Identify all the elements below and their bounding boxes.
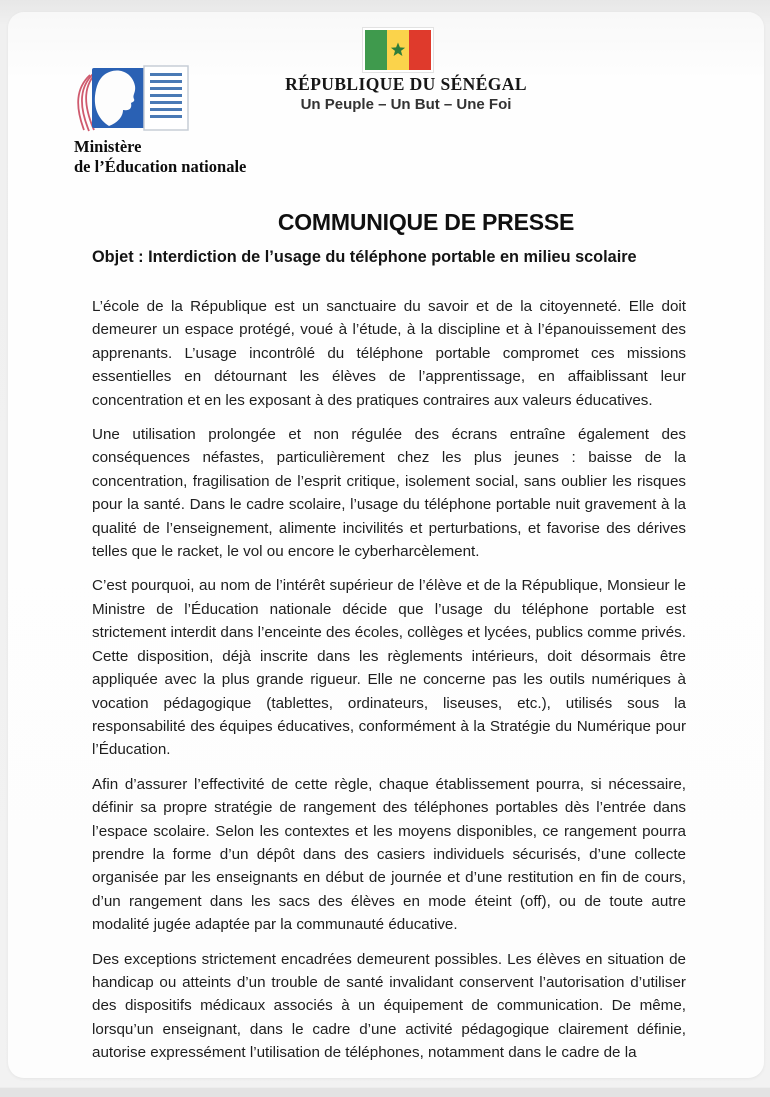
- ministry-name-line1: Ministère: [74, 137, 142, 156]
- ministry-name: [74, 137, 334, 177]
- paragraph-5: Des exceptions strictement encadrées demeurent possibles. Les élèves en situation de handicap ou atteints d’un trouble de santé invalidant conservent l’autorisation d’utiliser des dispositifs médicaux associés à un équipement de communication. De même, lorsqu’un enseignant, dans le cadre d’une activité pédagogique clairement définie, autorise expressément l’utilisation de téléphones, notamment dans le cadre de la: [92, 950, 686, 1062]
- press-release-page: [8, 12, 764, 1078]
- paragraph-3: C’est pourquoi, au nom de l’intérêt supérieur de l’élève et de la République, Monsieur le Ministre de l’Éducation nationale décide que l’usage du téléphone portable est strictement interdit dans l’enceinte des écoles, collèges et lycées, publics comme privés. Cette disposition, déjà inscrite dans les règlements intérieurs, doit désormais être appliquée avec la plus grande rigueur. Elle ne concerne pas les outils numériques à vocation pédagogique (tablettes, ordinateurs, liseuses, etc.), utilisés sous la responsabilité des équipes éducatives, conformément à la Stratégie du Numérique pour l’Éducation.: [92, 577, 686, 759]
- paragraph-4: Afin d’assurer l’effectivité de cette règle, chaque établissement pourra, si nécessaire, définir sa propre stratégie de rangement des téléphones portables dès l’entrée dans l’espace scolaire. Selon les contextes et les moyens disponibles, ce rangement pourra prendre la forme d’un dépôt dans des casiers individuels sécurisés, d’une collecte organisée par les enseignants en début de journée et d’une restitution en fin de cours, d’un rangement dans les sacs des élèves en mode éteint (off), ou de toute autre modalité jugée adaptée par la communauté éducative.: [92, 775, 686, 934]
- republic-title: RÉPUBLIQUE DU SÉNÉGAL: [285, 74, 527, 94]
- subject-line: Objet : Interdiction de l’usage du téléphone portable en milieu scolaire: [92, 248, 637, 266]
- national-motto: Un Peuple – Un But – Une Foi: [300, 96, 512, 113]
- press-release-title: COMMUNIQUE DE PRESSE: [277, 209, 575, 235]
- senegal-flag-icon: [362, 27, 434, 73]
- ministry-name-line2: de l’Éducation nationale: [74, 157, 247, 176]
- paragraph-1: L’école de la République est un sanctuaire du savoir et de la citoyenneté. Elle doit demeurer un espace protégé, voué à l’étude, à la discipline et à l’épanouissement des apprenants. L’usage incontrôlé du téléphone portable compromet ces missions essentielles en détournant les élèves de l’apprentissage, en affaiblissant leur concentration et en les exposant à des pratiques contraires aux valeurs éducatives.: [92, 298, 686, 409]
- education-ministry-logo-icon: [70, 62, 190, 138]
- paragraph-2: Une utilisation prolongée et non régulée des écrans entraîne également des conséquences néfastes, particulièrement chez les plus jeunes : baisse de la concentration, fragilisation de l’esprit critique, isolement social, sans oublier les risques pour la santé. Dans le cadre scolaire, l’usage du téléphone portable nuit gravement à la qualité de l’enseignement, alimente incivilités et perturbations, et favorise des dérives telles que le racket, le vol ou encore le cyberharcèlement.: [92, 426, 686, 561]
- press-release-body: [92, 295, 686, 1078]
